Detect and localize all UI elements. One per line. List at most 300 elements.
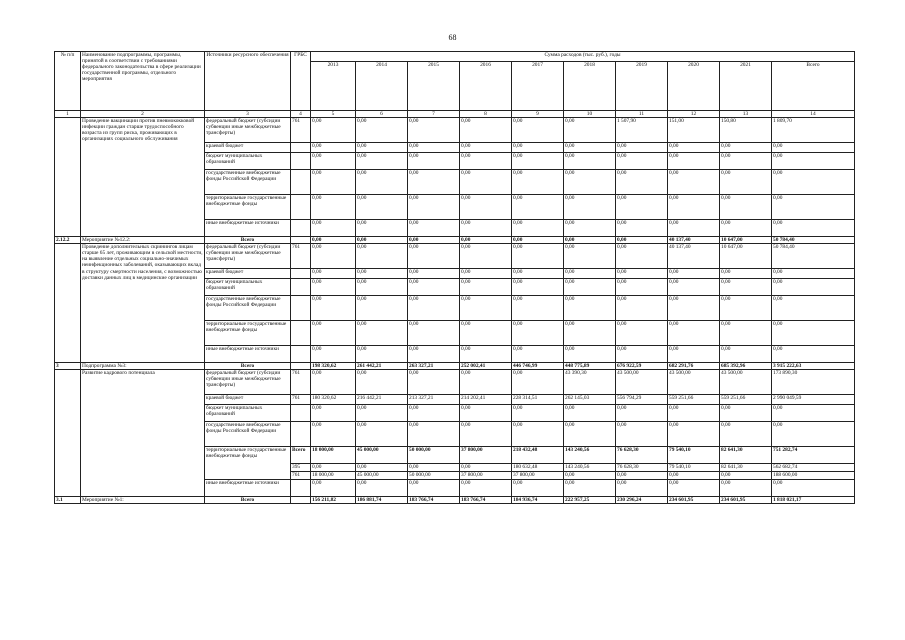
value-cell: 76 628,30 — [616, 447, 668, 464]
value-cell: 43 500,00 — [668, 370, 720, 395]
source-cell: иные внебюджетные источники — [205, 220, 291, 237]
value-cell: 0,00 — [512, 321, 564, 346]
value-cell: 0,00 — [460, 195, 512, 220]
grbs-cell: 761 — [291, 395, 311, 405]
total-row — [55, 237, 855, 244]
value-cell: 50 784,40 — [772, 237, 855, 244]
value-cell: 0,00 — [460, 346, 512, 363]
value-cell: 50 784,40 — [772, 244, 855, 269]
header-grbs: ГРБС — [291, 52, 311, 111]
value-cell: 0,00 — [356, 269, 408, 279]
value-cell: 0,00 — [616, 472, 668, 480]
item-title: Подпрограмма №3: — [81, 363, 205, 370]
value-cell: 0,00 — [512, 195, 564, 220]
value-cell: 37 800,00 — [460, 447, 512, 464]
value-cell: 230 296,24 — [616, 497, 668, 504]
item-title: Мероприятие №1: — [81, 497, 205, 504]
header-year-2013: 2013 — [311, 62, 356, 111]
header-year-2021: 2021 — [720, 62, 772, 111]
source-cell: краевой бюджет — [205, 269, 291, 279]
grbs-cell — [291, 153, 311, 170]
value-cell: 0,00 — [564, 422, 616, 447]
value-cell: 45 000,00 — [356, 447, 408, 464]
value-cell: 0,00 — [772, 153, 855, 170]
value-cell: 0,00 — [408, 464, 460, 472]
value-cell: 18 000,00 — [311, 472, 356, 480]
header-col-number: 10 — [564, 111, 616, 118]
value-cell: 0,00 — [356, 237, 408, 244]
value-cell: 0,00 — [616, 244, 668, 269]
value-cell: 559 251,66 — [668, 395, 720, 405]
source-cell: государственные внебюджетные фонды Российской Федерации — [205, 296, 291, 321]
header-col-number: 11 — [616, 111, 668, 118]
value-cell: 556 794,29 — [616, 395, 668, 405]
value-cell: 0,00 — [668, 195, 720, 220]
value-cell: 0,00 — [668, 405, 720, 422]
empty-no-cell — [55, 244, 81, 363]
value-cell: 0,00 — [356, 405, 408, 422]
value-cell: 0,00 — [772, 405, 855, 422]
header-year-2014: 2014 — [356, 62, 408, 111]
value-cell: 0,00 — [668, 296, 720, 321]
header-row — [55, 52, 855, 62]
grbs-cell — [291, 170, 311, 195]
value-cell: 0,00 — [564, 170, 616, 195]
value-cell: 261 442,21 — [356, 363, 408, 370]
value-cell: 0,00 — [564, 195, 616, 220]
value-cell: 0,00 — [460, 370, 512, 395]
value-cell: 0,00 — [616, 480, 668, 497]
value-cell: 0,00 — [616, 220, 668, 237]
value-cell: 10 647,00 — [720, 244, 772, 269]
value-cell: 0,00 — [356, 480, 408, 497]
value-cell: 0,00 — [460, 279, 512, 296]
value-cell: 0,00 — [408, 480, 460, 497]
table-row — [55, 244, 855, 269]
value-cell: 0,00 — [720, 405, 772, 422]
value-cell: 0,00 — [460, 118, 512, 143]
value-cell: 216 442,21 — [356, 395, 408, 405]
header-sum-group: Сумма расходов (тыс. руб.), годы — [311, 52, 855, 62]
value-cell: 0,00 — [311, 269, 356, 279]
value-cell: 0,00 — [564, 237, 616, 244]
value-cell: 228 314,51 — [512, 395, 564, 405]
source-cell: краевой бюджет — [205, 143, 291, 153]
grbs-cell — [291, 143, 311, 153]
header-col-number: 14 — [772, 111, 855, 118]
header-no: № п/п — [55, 52, 81, 111]
grbs-cell — [291, 321, 311, 346]
value-cell: 213 327,21 — [408, 395, 460, 405]
grbs-cell: Всего — [291, 447, 311, 464]
value-cell: 0,00 — [311, 296, 356, 321]
grbs-cell — [291, 237, 311, 244]
value-cell: 0,00 — [720, 143, 772, 153]
header-col-number: 7 — [408, 111, 460, 118]
value-cell: 0,00 — [460, 405, 512, 422]
value-cell: 0,00 — [356, 346, 408, 363]
source-cell: государственные внебюджетные фонды Российской Федерации — [205, 170, 291, 195]
value-cell: 43 390,30 — [564, 370, 616, 395]
value-cell: 0,00 — [460, 296, 512, 321]
value-cell: 1 818 021,17 — [772, 497, 855, 504]
source-cell: государственные внебюджетные фонды Российской Федерации — [205, 422, 291, 447]
value-cell: 10 647,00 — [720, 237, 772, 244]
source-cell: бюджет муниципальных образований — [205, 405, 291, 422]
value-cell: 76 628,30 — [616, 464, 668, 472]
value-cell: 0,00 — [668, 153, 720, 170]
value-cell: 0,00 — [311, 118, 356, 143]
header-col-number: 8 — [460, 111, 512, 118]
value-cell: 0,00 — [311, 464, 356, 472]
value-cell: 0,00 — [512, 237, 564, 244]
value-cell: 751 282,74 — [772, 447, 855, 464]
header-name: Наименование подпрограммы, программы, принятой в соответствии с требованиями федерального законодательства в сфере реализации государственной программы, отдельного мероприятия — [81, 52, 205, 111]
value-cell: 0,00 — [512, 220, 564, 237]
header-year-2019: 2019 — [616, 62, 668, 111]
value-cell: 79 540,10 — [668, 464, 720, 472]
value-cell: 0,00 — [564, 153, 616, 170]
value-cell: 188 600,00 — [772, 472, 855, 480]
value-cell: 184 936,74 — [512, 497, 564, 504]
header-col-number: 13 — [720, 111, 772, 118]
value-cell: 0,00 — [668, 480, 720, 497]
value-cell: 0,00 — [460, 143, 512, 153]
value-cell: 0,00 — [512, 244, 564, 269]
value-cell: 0,00 — [311, 237, 356, 244]
value-cell: 0,00 — [356, 170, 408, 195]
header-col-number: 3 — [205, 111, 291, 118]
header-col-numbers-row — [55, 111, 855, 118]
value-cell: 0,00 — [616, 405, 668, 422]
value-cell: 0,00 — [564, 480, 616, 497]
value-cell: 0,00 — [668, 472, 720, 480]
value-cell: 0,00 — [772, 346, 855, 363]
value-cell: 0,00 — [720, 321, 772, 346]
value-cell: 0,00 — [668, 321, 720, 346]
value-cell: 50 000,00 — [408, 472, 460, 480]
value-cell: 183 766,74 — [408, 497, 460, 504]
value-cell: 0,00 — [772, 321, 855, 346]
value-cell: 0,00 — [356, 464, 408, 472]
value-cell: 234 601,95 — [668, 497, 720, 504]
value-cell: 0,00 — [408, 237, 460, 244]
value-cell: 0,00 — [408, 321, 460, 346]
value-cell: 0,00 — [772, 220, 855, 237]
table-body — [55, 52, 855, 504]
value-cell: 0,00 — [408, 346, 460, 363]
header-year-2015: 2015 — [408, 62, 460, 111]
value-cell: 0,00 — [408, 269, 460, 279]
value-cell: 0,00 — [564, 220, 616, 237]
value-cell: 0,00 — [564, 405, 616, 422]
value-cell: 0,00 — [512, 143, 564, 153]
value-cell: 0,00 — [616, 321, 668, 346]
value-cell: 0,00 — [772, 143, 855, 153]
value-cell: 0,00 — [512, 118, 564, 143]
grbs-cell — [291, 269, 311, 279]
value-cell: 262 145,03 — [564, 395, 616, 405]
source-cell: иные внебюджетные источники — [205, 346, 291, 363]
value-cell: 446 746,99 — [512, 363, 564, 370]
value-cell: 0,00 — [460, 422, 512, 447]
header-col-number: 4 — [291, 111, 311, 118]
value-cell: 0,00 — [668, 422, 720, 447]
item-number: 3 — [55, 363, 81, 370]
value-cell: 0,00 — [408, 279, 460, 296]
value-cell: 214 202,41 — [460, 395, 512, 405]
value-cell: 0,00 — [668, 143, 720, 153]
value-cell: 0,00 — [720, 480, 772, 497]
value-cell: 0,00 — [460, 153, 512, 170]
value-cell: 0,00 — [564, 118, 616, 143]
value-cell: 0,00 — [564, 296, 616, 321]
grbs-cell — [291, 296, 311, 321]
value-cell: 0,00 — [356, 279, 408, 296]
header-source: Источники ресурсного обеспечения — [205, 52, 291, 111]
value-cell: 0,00 — [616, 153, 668, 170]
value-cell: 0,00 — [772, 422, 855, 447]
grbs-cell — [291, 346, 311, 363]
value-cell: 0,00 — [408, 143, 460, 153]
value-cell: 0,00 — [356, 195, 408, 220]
value-cell: 183 766,74 — [460, 497, 512, 504]
value-cell: 0,00 — [564, 244, 616, 269]
value-cell: 0,00 — [512, 279, 564, 296]
value-cell: 0,00 — [564, 269, 616, 279]
value-cell: 234 601,95 — [720, 497, 772, 504]
value-cell: 0,00 — [311, 153, 356, 170]
value-cell: 0,00 — [564, 279, 616, 296]
value-cell: 0,00 — [356, 370, 408, 395]
value-cell: 143 240,56 — [564, 464, 616, 472]
value-cell: 0,00 — [311, 143, 356, 153]
value-cell: 0,00 — [311, 422, 356, 447]
source-cell: федеральный бюджет (субсидии субвенции иные межбюджетные трансферты) — [205, 118, 291, 143]
value-cell: 0,00 — [460, 480, 512, 497]
value-cell: 173 890,30 — [772, 370, 855, 395]
source-cell: федеральный бюджет (субсидии субвенции иные межбюджетные трансферты) — [205, 244, 291, 269]
value-cell: 40 137,40 — [668, 237, 720, 244]
value-cell: 0,00 — [460, 321, 512, 346]
header-col-number: 9 — [512, 111, 564, 118]
value-cell: 685 392,96 — [720, 363, 772, 370]
value-cell: 3 915 222,63 — [772, 363, 855, 370]
source-cell: иные внебюджетные источники — [205, 480, 291, 497]
grbs-cell — [291, 279, 311, 296]
value-cell: 0,00 — [311, 220, 356, 237]
item-number: 2.12.2 — [55, 237, 81, 244]
value-cell: 1 507,90 — [616, 118, 668, 143]
value-cell: 0,00 — [564, 472, 616, 480]
source-cell: территориальные государственные внебюджетные фонды — [205, 447, 291, 480]
value-cell: 0,00 — [356, 143, 408, 153]
value-cell: 0,00 — [616, 170, 668, 195]
header-col-number: 12 — [668, 111, 720, 118]
total-label: Всего — [205, 363, 291, 370]
value-cell: 0,00 — [311, 170, 356, 195]
value-cell: 0,00 — [772, 279, 855, 296]
value-cell: 0,00 — [616, 237, 668, 244]
value-cell: 0,00 — [772, 296, 855, 321]
grbs-cell — [291, 480, 311, 497]
value-cell: 0,00 — [720, 422, 772, 447]
value-cell: 252 002,41 — [460, 363, 512, 370]
value-cell: 0,00 — [408, 244, 460, 269]
grbs-cell — [291, 195, 311, 220]
value-cell: 0,00 — [311, 244, 356, 269]
value-cell: 562 682,74 — [772, 464, 855, 472]
value-cell: 143 240,56 — [564, 447, 616, 464]
value-cell: 0,00 — [668, 279, 720, 296]
value-cell: 37 800,00 — [460, 472, 512, 480]
item-name: Проведение дополнительных скринингов лицам старше 65 лет, проживающим в сельской местности, на выявление отдельных социально-значимых неинфекционных заболеваний, оказывающих вклад в структуру смертности населения, с возможностью доставки данных лиц в медицинские организации — [81, 244, 205, 363]
value-cell: 45 000,00 — [356, 472, 408, 480]
value-cell: 0,00 — [720, 346, 772, 363]
value-cell: 150,80 — [720, 118, 772, 143]
value-cell: 0,00 — [668, 170, 720, 195]
header-year-2017: 2017 — [512, 62, 564, 111]
value-cell: 0,00 — [564, 321, 616, 346]
header-col-number: 6 — [356, 111, 408, 118]
value-cell: 1 809,70 — [772, 118, 855, 143]
item-name: Проведение вакцинации против пневмококковой инфекции граждан старше трудоспособного возраста из групп риска, проживающих в организациях социального обслуживания — [81, 118, 205, 237]
source-cell: территориальные государственные внебюджетные фонды — [205, 195, 291, 220]
value-cell: 0,00 — [720, 296, 772, 321]
value-cell: 448 775,89 — [564, 363, 616, 370]
value-cell: 0,00 — [356, 153, 408, 170]
value-cell: 0,00 — [311, 405, 356, 422]
value-cell: 0,00 — [720, 153, 772, 170]
grbs-cell: 761 — [291, 472, 311, 480]
value-cell: 40 137,40 — [668, 244, 720, 269]
value-cell: 0,00 — [311, 195, 356, 220]
header-col-number: 5 — [311, 111, 356, 118]
value-cell: 222 957,25 — [564, 497, 616, 504]
value-cell: 0,00 — [408, 370, 460, 395]
value-cell: 0,00 — [616, 279, 668, 296]
value-cell: 0,00 — [616, 296, 668, 321]
value-cell: 50 000,00 — [408, 447, 460, 464]
value-cell: 0,00 — [408, 195, 460, 220]
value-cell: 0,00 — [720, 472, 772, 480]
value-cell: 0,00 — [408, 405, 460, 422]
value-cell: 218 432,48 — [512, 447, 564, 464]
value-cell: 2 990 049,59 — [772, 395, 855, 405]
source-cell: бюджет муниципальных образований — [205, 279, 291, 296]
value-cell: 0,00 — [311, 346, 356, 363]
value-cell: 0,00 — [408, 296, 460, 321]
item-name: Развитие кадрового потенциала — [81, 370, 205, 497]
value-cell: 559 251,66 — [720, 395, 772, 405]
value-cell: 0,00 — [356, 422, 408, 447]
value-cell: 0,00 — [311, 370, 356, 395]
source-cell: федеральный бюджет (субсидии субвенции иные межбюджетные трансферты) — [205, 370, 291, 395]
value-cell: 676 922,59 — [616, 363, 668, 370]
value-cell: 0,00 — [668, 346, 720, 363]
value-cell: 0,00 — [356, 321, 408, 346]
value-cell: 0,00 — [460, 464, 512, 472]
grbs-cell — [291, 363, 311, 370]
value-cell: 0,00 — [512, 153, 564, 170]
source-cell: территориальные государственные внебюджетные фонды — [205, 321, 291, 346]
value-cell: 0,00 — [772, 170, 855, 195]
value-cell: 0,00 — [408, 170, 460, 195]
value-cell: 0,00 — [772, 269, 855, 279]
value-cell: 18 000,00 — [311, 447, 356, 464]
value-cell: 0,00 — [311, 480, 356, 497]
value-cell: 0,00 — [616, 269, 668, 279]
value-cell: 0,00 — [356, 244, 408, 269]
value-cell: 0,00 — [460, 220, 512, 237]
value-cell: 0,00 — [616, 143, 668, 153]
table-row — [55, 118, 855, 143]
value-cell: 0,00 — [616, 422, 668, 447]
value-cell: 0,00 — [408, 153, 460, 170]
header-year-Всего: Всего — [772, 62, 855, 111]
value-cell: 0,00 — [772, 195, 855, 220]
header-col-number: 1 — [55, 111, 81, 118]
value-cell: 82 641,30 — [720, 464, 772, 472]
page-number: 68 — [448, 33, 457, 42]
empty-no-cell — [55, 118, 81, 237]
total-row — [55, 363, 855, 370]
value-cell: 0,00 — [311, 279, 356, 296]
total-row — [55, 497, 855, 504]
grbs-cell — [291, 405, 311, 422]
value-cell: 0,00 — [356, 220, 408, 237]
value-cell: 0,00 — [668, 220, 720, 237]
grbs-cell — [291, 422, 311, 447]
source-cell: бюджет муниципальных образований — [205, 153, 291, 170]
item-number: 3.1 — [55, 497, 81, 504]
value-cell: 186 881,74 — [356, 497, 408, 504]
value-cell: 0,00 — [356, 118, 408, 143]
value-cell: 0,00 — [512, 422, 564, 447]
value-cell: 0,00 — [616, 346, 668, 363]
grbs-cell: 761 — [291, 244, 311, 269]
value-cell: 0,00 — [408, 220, 460, 237]
header-year-2018: 2018 — [564, 62, 616, 111]
value-cell: 0,00 — [408, 422, 460, 447]
total-label: Всего — [205, 237, 291, 244]
grbs-cell: 761 — [291, 118, 311, 143]
value-cell: 43 500,00 — [720, 370, 772, 395]
value-cell: 37 800,00 — [512, 472, 564, 480]
value-cell: 0,00 — [512, 346, 564, 363]
value-cell: 0,00 — [720, 170, 772, 195]
value-cell: 0,00 — [564, 346, 616, 363]
value-cell: 0,00 — [720, 279, 772, 296]
value-cell: 0,00 — [460, 244, 512, 269]
value-cell: 0,00 — [720, 220, 772, 237]
value-cell: 79 540,10 — [668, 447, 720, 464]
value-cell: 263 327,21 — [408, 363, 460, 370]
value-cell: 0,00 — [460, 269, 512, 279]
table-row — [55, 370, 855, 395]
value-cell: 82 641,30 — [720, 447, 772, 464]
value-cell: 0,00 — [564, 143, 616, 153]
source-cell: краевой бюджет — [205, 395, 291, 405]
value-cell: 0,00 — [616, 195, 668, 220]
value-cell: 0,00 — [512, 405, 564, 422]
value-cell: 0,00 — [772, 480, 855, 497]
value-cell: 0,00 — [460, 170, 512, 195]
value-cell: 0,00 — [512, 480, 564, 497]
header-col-number: 2 — [81, 111, 205, 118]
value-cell: 0,00 — [512, 296, 564, 321]
grbs-cell — [291, 220, 311, 237]
